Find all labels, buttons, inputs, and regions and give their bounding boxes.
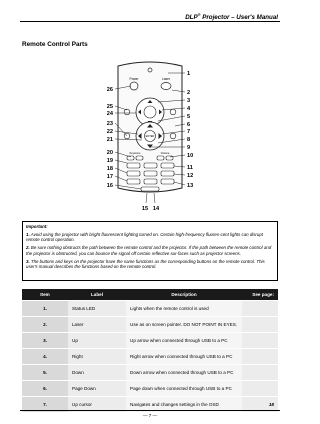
callout-1: 1 xyxy=(187,71,191,77)
note-heading: Important: xyxy=(26,224,48,229)
callout-10: 10 xyxy=(187,153,194,159)
important-note-box xyxy=(22,221,278,281)
row-page xyxy=(242,349,278,365)
note-2 xyxy=(26,245,274,256)
callout-21: 21 xyxy=(106,137,113,143)
row-label: Laser xyxy=(68,317,126,333)
callout-23: 23 xyxy=(106,121,113,127)
callout-2: 2 xyxy=(187,90,191,96)
row-item: 6. xyxy=(22,381,68,397)
callout-6: 6 xyxy=(187,122,191,128)
callout-24: 24 xyxy=(106,111,113,117)
header-item: Item xyxy=(22,289,68,301)
note-1-text: Avoid using the projector with bright fluorescent lighting turned on. Certain high-frequency fluores-cent lights can disrupt remote control operation. xyxy=(26,231,263,243)
keystone-label: Keystone xyxy=(129,152,141,155)
enter-label: ENTER xyxy=(145,135,155,139)
brand-name: DLP xyxy=(185,14,198,22)
callout-17: 17 xyxy=(106,174,113,180)
note-1 xyxy=(26,232,274,243)
row-page xyxy=(242,381,278,397)
callout-22: 22 xyxy=(106,129,113,135)
callout-18: 18 xyxy=(106,166,113,172)
remote-parts-table xyxy=(22,289,278,412)
row-item: 2. xyxy=(22,317,68,333)
page-number: — 7 — xyxy=(142,413,158,418)
row-item: 7. xyxy=(22,397,68,413)
row-item: 4. xyxy=(22,349,68,365)
row-item: 3. xyxy=(22,333,68,349)
callout-8: 8 xyxy=(187,137,191,143)
row-item: 5. xyxy=(22,365,68,381)
row-description: Up arrow when connected through USB to a PC xyxy=(126,333,242,349)
remote-control-diagram xyxy=(0,0,300,218)
note-2-number: 2. xyxy=(26,245,30,251)
callout-13: 13 xyxy=(187,183,194,189)
row-description: Navigates and changes settings in the OSD xyxy=(126,397,242,413)
power-button-icon xyxy=(130,82,138,90)
row-item: 1. xyxy=(22,301,68,317)
row-label: Right xyxy=(68,349,126,365)
note-3 xyxy=(26,259,274,270)
table-row xyxy=(22,365,278,381)
callout-19: 19 xyxy=(106,158,113,164)
callout-16: 16 xyxy=(106,183,113,189)
callout-9: 9 xyxy=(187,145,191,151)
table-row xyxy=(22,349,278,365)
row-page xyxy=(242,333,278,349)
row-label: Page Down xyxy=(68,381,126,397)
callout-4: 4 xyxy=(187,106,191,112)
row-label: Down xyxy=(68,365,126,381)
callout-11: 11 xyxy=(187,165,193,171)
volume-label: Volume xyxy=(160,152,170,155)
laser-button-icon xyxy=(161,83,171,90)
callout-12: 12 xyxy=(187,173,194,179)
table-row xyxy=(22,333,278,349)
row-page xyxy=(242,317,278,333)
footer-rule xyxy=(20,410,280,411)
callout-3: 3 xyxy=(187,98,191,104)
power-label: Power xyxy=(129,77,139,81)
table-header-row xyxy=(22,289,278,301)
row-description: Page down when connected through USB to a PC xyxy=(126,381,242,397)
row-description: Down arrow when connected through USB to a PC xyxy=(126,365,242,381)
row-page xyxy=(242,301,278,317)
registered-mark: ® xyxy=(197,12,201,17)
header-title: Projector – User's Manual xyxy=(200,14,278,22)
callout-25: 25 xyxy=(106,104,113,110)
row-label: Up xyxy=(68,333,126,349)
header-page: See page: xyxy=(242,289,278,301)
note-3-text: The buttons and keys on the projector have the same functions as the corresponding buttons on the remote control. This user's manual describes the functions based on the remote control. xyxy=(26,258,265,269)
note-3-number: 3. xyxy=(26,258,30,264)
row-page xyxy=(242,365,278,381)
row-label: Up cursor xyxy=(68,397,126,413)
section-title: Remote Control Parts xyxy=(22,41,88,48)
callout-5: 5 xyxy=(187,114,191,120)
header-label: Label xyxy=(68,289,126,301)
row-description: Right arrow when connected through USB to a PC xyxy=(126,349,242,365)
callout-20: 20 xyxy=(106,150,113,156)
header-description: Description xyxy=(126,289,242,301)
row-label: Status LED xyxy=(68,301,126,317)
table-row xyxy=(22,301,278,317)
table-row xyxy=(22,317,278,333)
callout-7: 7 xyxy=(187,129,191,135)
note-2-text: Be sure nothing obstructs the path between the remote control and the projector. If the path between the remote control and the projector is obstructed, you can bounce the signal off certain reflective sur-faces such as projector screens. xyxy=(26,245,272,256)
row-description: Lights when the remote control is used xyxy=(126,301,242,317)
laser-label: Laser xyxy=(162,77,170,81)
row-description: Use as on screen pointer. DO NOT POINT IN EYES. xyxy=(126,317,242,333)
row-page: 18 xyxy=(242,397,278,413)
callout-26: 26 xyxy=(106,87,113,93)
note-1-number: 1. xyxy=(26,231,30,237)
table-row xyxy=(22,381,278,397)
callout-14: 14 xyxy=(152,206,160,212)
callout-15: 15 xyxy=(141,206,149,212)
